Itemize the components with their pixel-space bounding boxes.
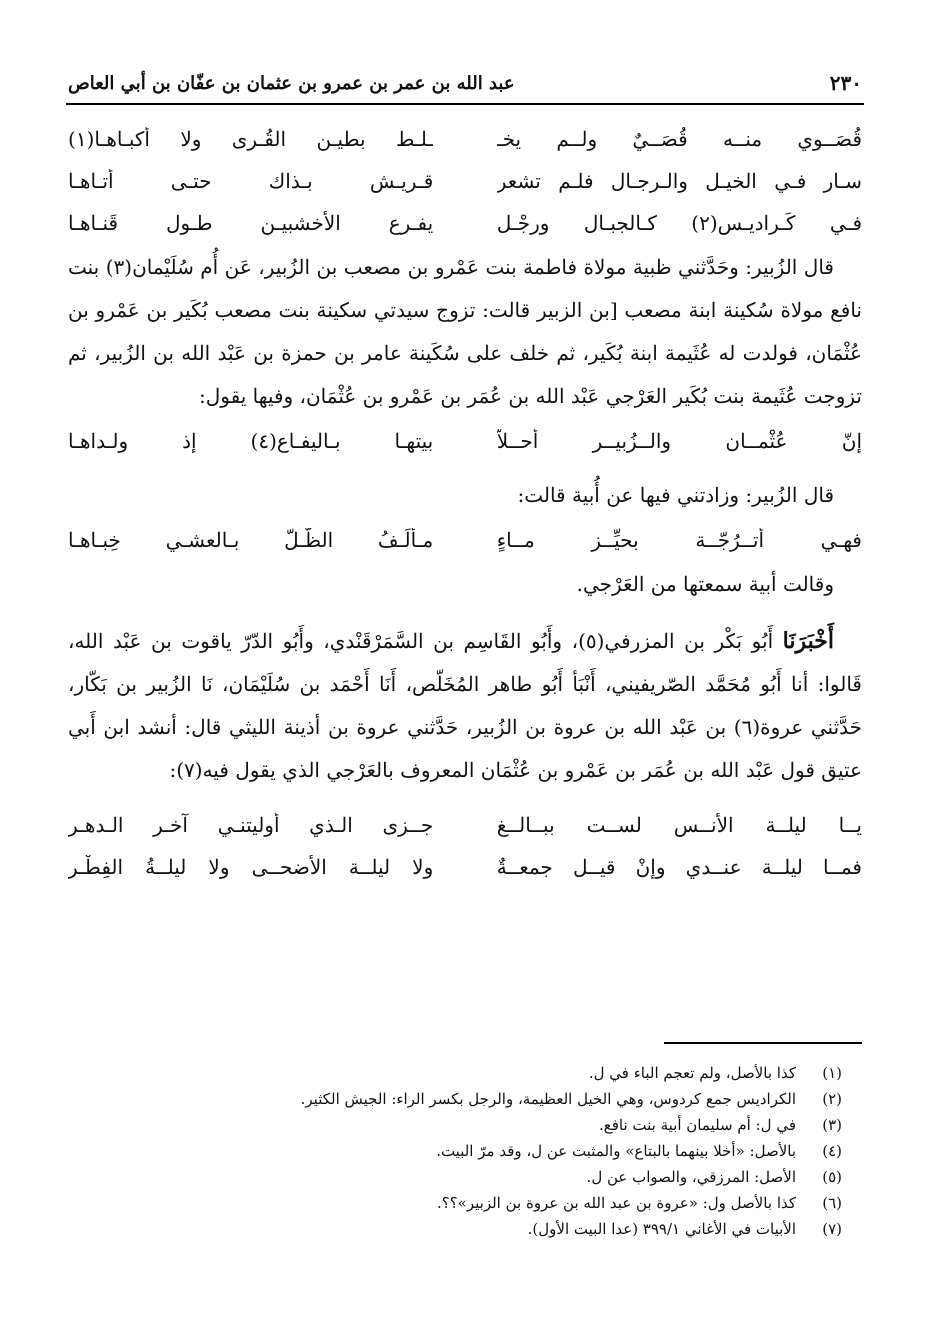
verse-second-hemistich: قـريـش بـذاك حتـى أتـاهـا xyxy=(68,169,434,193)
verse-line xyxy=(68,160,862,202)
verse-second-hemistich: جــزى الـذي أوليتنـي آخـر الـدهـرِ xyxy=(68,813,434,837)
page-body xyxy=(68,118,862,888)
footnote-number: (٥) xyxy=(822,1168,842,1186)
verse-line xyxy=(68,202,862,244)
verse-first-hemistich: فـي كَـراديـسٍ(٢) كـالجبـال ورجْـلٍ xyxy=(496,211,862,235)
footnote xyxy=(68,1138,842,1164)
verse-second-hemistich: يفـرع الأخشبيـن طـول قَنـاهـا xyxy=(68,211,434,235)
footnote xyxy=(68,1086,842,1112)
isnad-text: أَبُو بَكْر بن المزرفي(٥)، وأَبُو القَاسِم بن السَّمَرْقَنْدي، وأَبُو الدّرّ ياقوت بن عَبْد الله، قَالوا: أنا أَبُو مُحَمَّد الصّريفيني، أَنْبَأ أَبُو طاهر المُخَلّص، أَنَا أَحْمَد بن سُلَيْمَان، نَا الزُبير بن بَكّار، حَدَّثني عروة(٦) بن عَبْد الله بن عروة بن الزُبير، حَدَّثني عروة بن أذينة الليثي قال: أنشد ابن أَبي عتيق قول عَبْد الله بن عُمَر بن عَمْرو بن عُثْمَان المعروف بالعَرْجي الذي يقول فيه(٧): xyxy=(68,629,862,782)
akhbarana-lead: أَخْبَرَنَا xyxy=(782,628,834,654)
verse-first-hemistich: يــا ليلــة الأنــس لســت ببــالــغٍ xyxy=(496,813,862,837)
footnote-text: الأصل: المرزقي، والصواب عن ل. xyxy=(586,1168,796,1186)
footnote xyxy=(68,1112,842,1138)
verse-second-hemistich: بيتهـا بـاليفـاع(٤) إذ ولـداهـا xyxy=(68,429,434,453)
running-title: عبد الله بن عمر بن عمرو بن عثمان بن عفّان بن أبي العاص xyxy=(68,72,515,94)
footnote-number: (٧) xyxy=(822,1220,842,1238)
verse-first-hemistich: سـار فـي الخيـل والـرجـال فلـم تشعر xyxy=(496,169,862,193)
verse-first-hemistich: إنّ عُثْمــان والــزُبيــر أحــلاّ xyxy=(496,429,862,453)
footnote-text: الأبيات في الأغاني ٣٩٩/١ (عدا البيت الأول). xyxy=(527,1220,796,1238)
paragraph: وقالت أبية سمعتها من العَرْجي. xyxy=(576,572,834,596)
verse-line xyxy=(68,804,862,846)
verse-block-1 xyxy=(68,118,862,244)
verse-block-4 xyxy=(68,804,862,888)
verse-line xyxy=(68,420,862,462)
paragraph: قال الزُبير: وحَدَّثني ظبية مولاة فاطمة بنت عَمْرو بن مصعب بن الزُبير، عَن أُم سُلَيْمان(٣) بنت نافع مولاة سُكينة ابنة مصعب [بن الزبير قالت: تزوج سيدتي سكينة بنت مصعب بُكَير بن عَمْرو بن عُثْمَان، فولدت له عُثَيمة ابنة بُكَير، ثم خلف على سُكَينة عامر بن حمزة بن عَبْد الله بن الزُبير، ثم تزوجت عُثَيمة بنت بُكَير العَرْجي عَبْد الله بن عُمَر بن عَمْرو بن عُثْمَان، وفيها يقول: xyxy=(68,255,862,408)
isnad-paragraph xyxy=(68,620,862,792)
footnote xyxy=(68,1164,842,1190)
footnote-text: الكراديس جمع كردوس، وهي الخيل العظيمة، والرجل بكسر الراء: الجيش الكثير. xyxy=(300,1090,796,1108)
verse-line xyxy=(68,846,862,888)
verse-first-hemistich: فمــا ليلــة عنــدي وإنْ قيــل جمعــةٌ xyxy=(496,855,862,879)
footnote-number: (١) xyxy=(822,1064,842,1082)
footnote-text: كذا بالأصل ول: «عروة بن عبد الله بن عروة بن الزبير»؟؟. xyxy=(436,1194,796,1212)
verse-second-hemistich: ولا ليلــة الأضحــى ولا ليلــةُ الفِطْـرِ xyxy=(68,855,434,879)
footnote xyxy=(68,1216,842,1242)
verse-line xyxy=(68,519,862,561)
page-header xyxy=(68,66,862,100)
verse-first-hemistich: قُصَــوي منــه قُصَــيٌ ولــم يخـ xyxy=(496,127,862,151)
footnote-number: (٣) xyxy=(822,1116,842,1134)
page-number: ٢٣٠ xyxy=(829,71,862,95)
footnote-text: في ل: أم سليمان أبية بنت نافع. xyxy=(598,1116,796,1134)
verse-line xyxy=(68,118,862,160)
paragraph: قال الزُبير: وزادتني فيها عن أُبية قالت: xyxy=(517,483,834,507)
footnote-number: (٦) xyxy=(822,1194,842,1212)
header-rule xyxy=(66,103,864,105)
footnote xyxy=(68,1060,842,1086)
footnote-rule xyxy=(664,1042,862,1044)
footnote-number: (٤) xyxy=(822,1142,842,1160)
footnote-number: (٢) xyxy=(822,1090,842,1108)
verse-second-hemistich: ـلـط بطيـن القُـرى ولا أكبـاهـا(١) xyxy=(68,127,434,151)
footnotes xyxy=(68,1060,842,1242)
verse-second-hemistich: مـألَـفُ الظّـلّ بـالعشـي خِبـاهـا xyxy=(68,528,434,552)
verse-first-hemistich: فهـي أُتــرُجّــة بحيِّــز مــاءٍ xyxy=(496,528,862,552)
footnote-text: بالأصل: «أخلا بينهما بالبتاع» والمثبت عن ل، وقد مرّ البيت. xyxy=(436,1142,796,1160)
footnote-text: كذا بالأصل، ولم تعجم الباء في ل. xyxy=(588,1064,796,1082)
footnote xyxy=(68,1190,842,1216)
